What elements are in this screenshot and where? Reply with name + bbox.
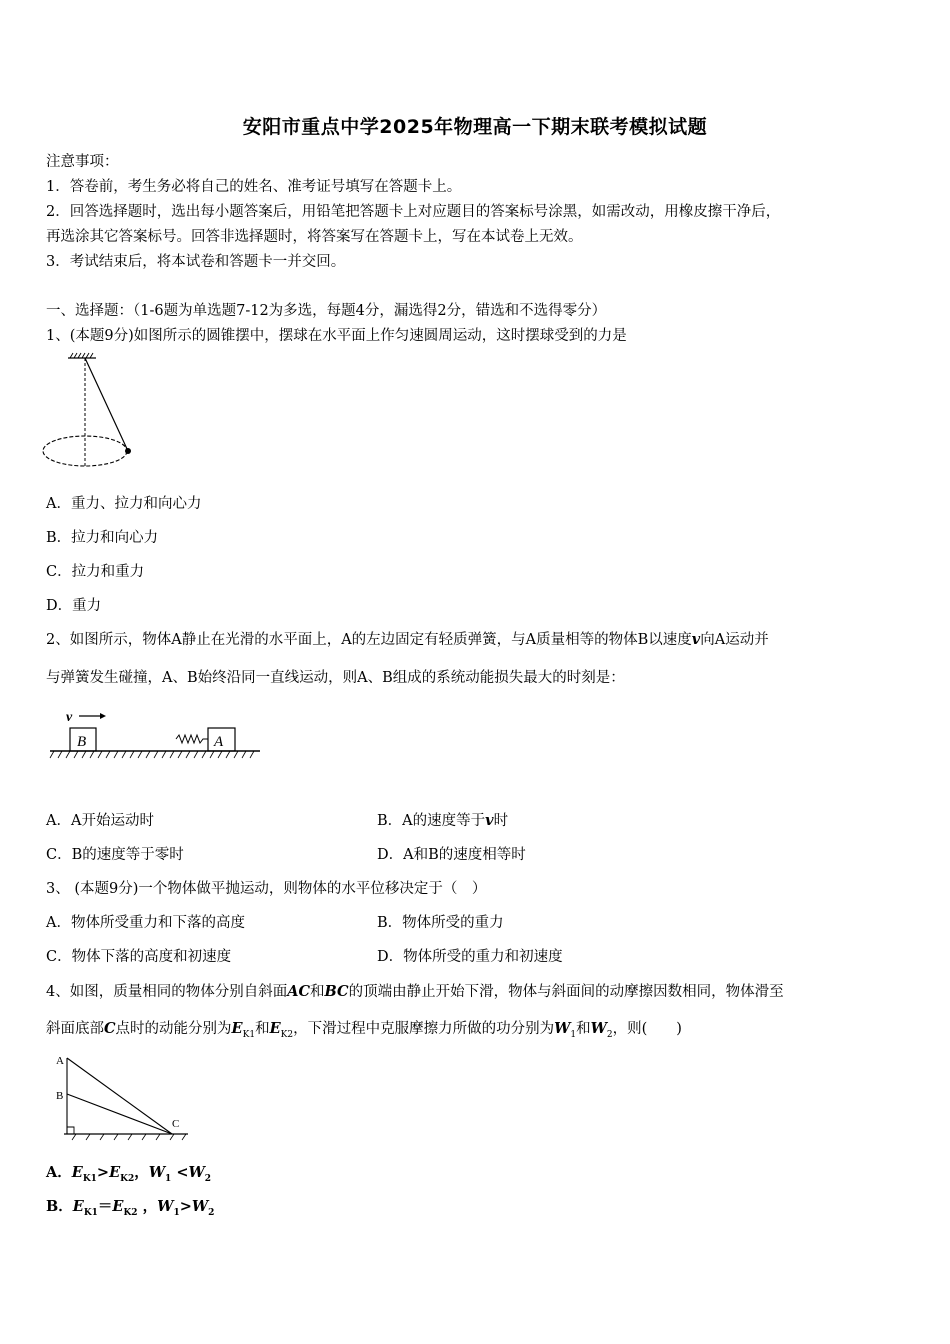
velocity-label: v xyxy=(66,710,73,725)
q4-stem-line2: 斜面底部C点时的动能分别为$E_{K1}$和$E_{K2}$，下滑过程中克服摩擦力所做的功分别为$W_1$和$W_2$，则( ) xyxy=(46,1020,682,1040)
q2-stem-line2: 与弹簧发生碰撞，A、B始终沿同一直线运动，则A、B组成的系统动能损失最大的时刻是： xyxy=(46,670,625,686)
q4-option-a: A．$E_{K1}>E_{K2}$，$W_1 <W_2$ xyxy=(46,1164,212,1184)
notice-item: 再选涂其它答案标号。回答非选择题时，将答案写在答题卡上，写在本试卷上无效。 xyxy=(46,229,583,245)
point-a-label: A xyxy=(56,1055,64,1067)
point-b-label: B xyxy=(56,1090,64,1102)
q4-stem-line1: 4、如图，质量相同的物体分别自斜面AC和BC的顶端由静止开始下滑，物体与斜面间的动摩擦因数相同，物体滑至 xyxy=(46,983,784,1000)
block-b-label: B xyxy=(77,734,87,750)
q3-stem: 3、 (本题9分)一个物体做平抛运动，则物体的水平位移决定于（ ） xyxy=(46,881,487,897)
q3-option-b: B．物体所受的重力 xyxy=(377,915,504,931)
q2-option-c: C．B的速度等于零时 xyxy=(46,847,184,863)
notice-item: 2．回答选择题时，选出每小题答案后，用铅笔把答题卡上对应题目的答案标号涂黑，如需改动，用橡皮擦干净后， xyxy=(46,204,781,220)
section-heading: 一、选择题：（1-6题为单选题7-12为多选，每题4分，漏选得2分，错选和不选得零分） xyxy=(46,303,607,319)
q1-stem: 1、(本题9分)如图所示的圆锥摆中，摆球在水平面上作匀速圆周运动，这时摆球受到的力是 xyxy=(46,328,627,344)
q2-option-b: B．A的速度等于v时 xyxy=(377,812,509,829)
q3-option-c: C．物体下落的高度和初速度 xyxy=(46,949,232,965)
q3-option-a: A．物体所受重力和下落的高度 xyxy=(46,915,245,931)
q2-option-d: D．A和B的速度相等时 xyxy=(377,847,526,863)
conical-pendulum-figure xyxy=(40,350,140,472)
q3-option-d: D．物体所受的重力和初速度 xyxy=(377,949,563,965)
incline-figure xyxy=(52,1052,192,1144)
block-a-label: A xyxy=(214,734,224,750)
spring xyxy=(176,735,208,743)
point-c-label: C xyxy=(172,1118,180,1130)
q4-option-b: B．$E_{K1}=E_{K2}$ ，$W_1>W_2$ xyxy=(46,1198,215,1218)
spring-collision-figure xyxy=(48,705,266,767)
q1-option-a: A．重力、拉力和向心力 xyxy=(46,496,202,512)
q1-option-d: D．重力 xyxy=(46,598,102,614)
notice-heading: 注意事项： xyxy=(46,154,119,170)
notice-item: 3．考试结束后，将本试卷和答题卡一并交回。 xyxy=(46,254,346,270)
q1-option-c: C．拉力和重力 xyxy=(46,564,145,580)
page-title: 安阳市重点中学2025年物理高一下期末联考模拟试题 xyxy=(242,116,708,138)
notice-item: 1．答卷前，考生务必将自己的姓名、准考证号填写在答题卡上。 xyxy=(46,179,462,195)
q2-stem-line1: 2、如图所示，物体A静止在光滑的水平面上，A的左边固定有轻质弹簧，与A质量相等的物体B以速度v向A运动并 xyxy=(46,631,769,648)
q1-option-b: B．拉力和向心力 xyxy=(46,530,159,546)
q2-option-a: A．A开始运动时 xyxy=(46,813,154,829)
